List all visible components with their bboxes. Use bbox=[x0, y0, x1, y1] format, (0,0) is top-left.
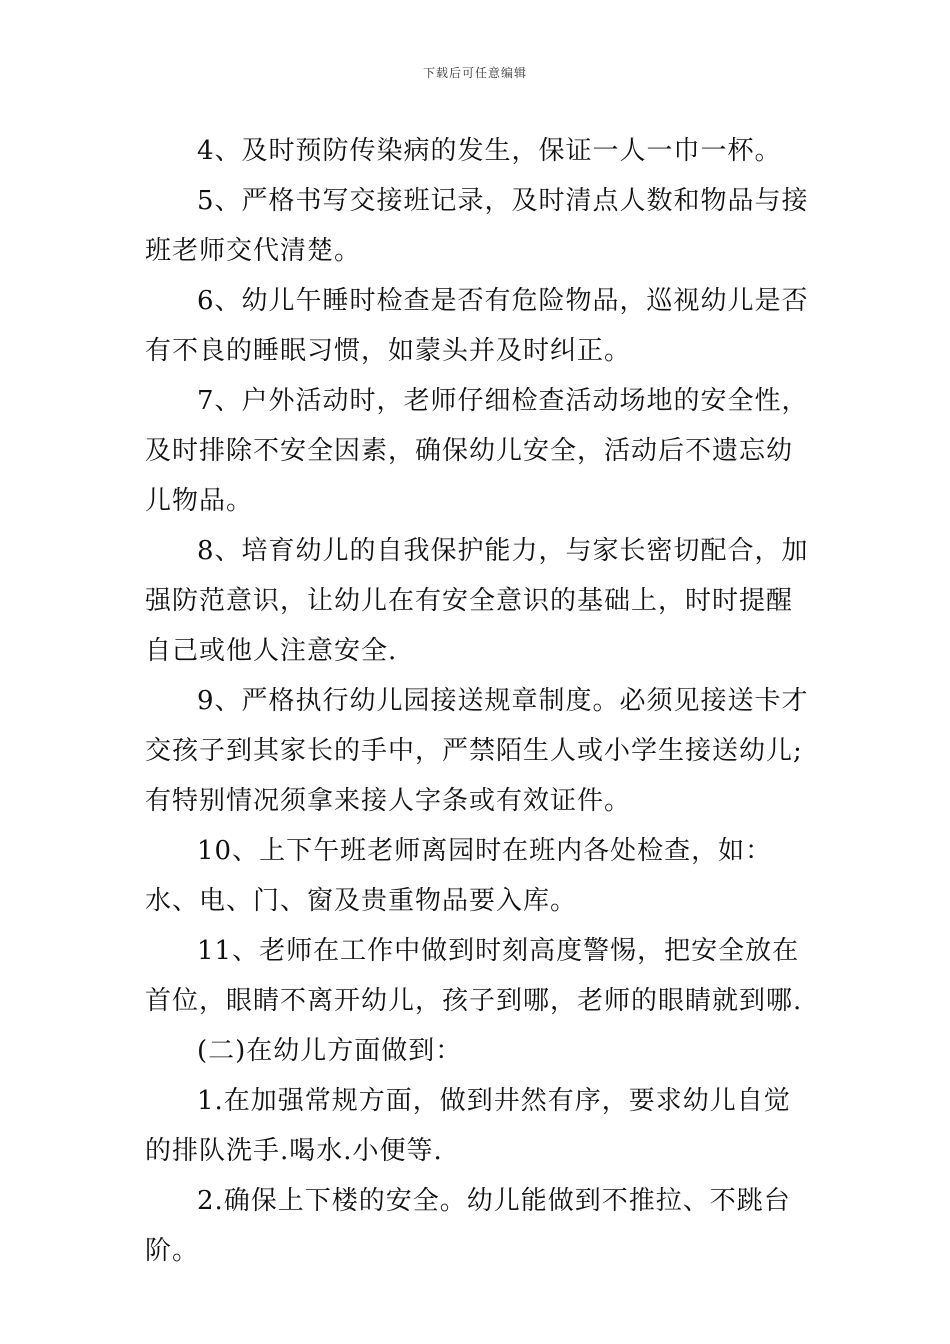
paragraph-item-9: 9、严格执行幼儿园接送规章制度。必须见接送卡才交孩子到其家长的手中，严禁陌生人或小学生接送幼儿;有特别情况须拿来接人字条或有效证件。 bbox=[145, 686, 809, 816]
paragraph-item-4: 4、及时预防传染病的发生，保证一人一巾一杯。 bbox=[197, 136, 782, 166]
paragraph-item-11: 11、老师在工作中做到时刻高度警惕，把安全放在首位，眼睛不离开幼儿，孩子到哪，老师的眼睛就到哪. bbox=[145, 936, 803, 1016]
paragraph-child-1: 1.在加强常规方面，做到井然有序，要求幼儿自觉的排队洗手.喝水.小便等. bbox=[145, 1086, 791, 1166]
section-heading-children: (二)在幼儿方面做到： bbox=[197, 1036, 463, 1066]
document-body bbox=[145, 126, 810, 1276]
paragraph-item-8: 8、培育幼儿的自我保护能力，与家长密切配合，加强防范意识，让幼儿在有安全意识的基础上，时时提醒自己或他人注意安全. bbox=[145, 536, 809, 666]
paragraph-child-2: 2.确保上下楼的安全。幼儿能做到不推拉、不跳台阶。 bbox=[145, 1186, 791, 1266]
paragraph-item-5: 5、严格书写交接班记录，及时清点人数和物品与接班老师交代清楚。 bbox=[145, 186, 809, 266]
paragraph-item-7: 7、户外活动时，老师仔细检查活动场地的安全性，及时排除不安全因素，确保幼儿安全，活动后不遗忘幼儿物品。 bbox=[145, 386, 809, 516]
paragraph-item-6: 6、幼儿午睡时检查是否有危险物品，巡视幼儿是否有不良的睡眠习惯，如蒙头并及时纠正。 bbox=[145, 286, 809, 366]
paragraph-item-10: 10、上下午班老师离园时在班内各处检查，如：水、电、门、窗及贵重物品要入库。 bbox=[145, 836, 773, 916]
page-header: 下载后可任意编辑 bbox=[422, 66, 527, 80]
